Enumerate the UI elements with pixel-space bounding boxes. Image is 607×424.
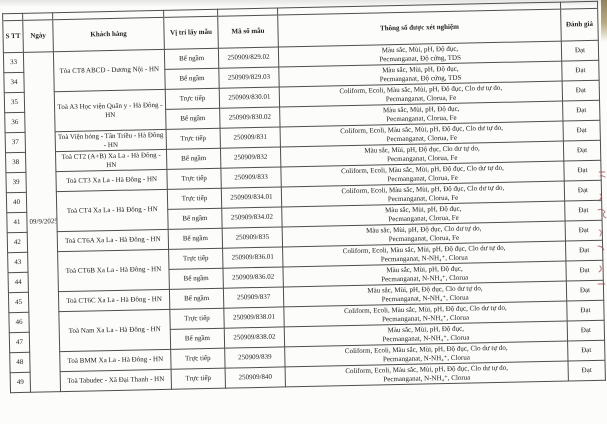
parameters-cell: Màu sắc, Mùi, pH, Độ đục, Pecmanganat, Clorua, Fe <box>282 201 565 227</box>
customer-cell: Toà Nam Xa La - Hà Đông - HN <box>59 309 171 351</box>
parameters-cell: Màu sắc, Mùi, pH, Độ đục, Pecmanganat, Độ cứng, TDS <box>279 61 562 87</box>
result-cell: Đạt <box>567 300 604 321</box>
result-cell: Đạt <box>561 40 598 61</box>
col-header-result: Đánh giá <box>561 8 599 41</box>
customer-cell: Toà CT2 (A+B) Xa La - Hà Đông - HN <box>55 149 166 171</box>
parameters-cell: Màu sắc, Mùi, pH, Độ đục, Pecmanganat, Độ cứng, TDS <box>278 41 561 67</box>
row-number: 42 <box>7 232 27 252</box>
customer-cell: Toà A3 Học viện Quân y - Hà Đông - HN <box>54 89 166 131</box>
sample-position-cell: Trực tiếp <box>165 88 219 109</box>
table-tilt-wrapper <box>2 1 606 393</box>
result-cell: Đạt <box>567 320 604 341</box>
sample-position-cell: Bể ngầm <box>166 108 220 129</box>
sample-code-cell: 250909/835 <box>222 227 282 248</box>
sample-position-cell: Trực tiếp <box>170 308 224 329</box>
sample-position-cell: Trực tiếp <box>169 248 223 269</box>
result-cell: Đạt <box>563 140 600 161</box>
sample-position-cell: Bể ngầm <box>170 328 224 349</box>
result-cell: Đạt <box>562 60 599 81</box>
col-header-stt: S TT <box>3 20 24 52</box>
parameters-cell: Coliform, Ecoli, Màu sắc, Mùi, pH, Độ đục, Clo dư tự do, Pecmanganat, N-NH₄⁺, Clorua <box>284 301 567 327</box>
sample-code-cell: 250909/836.01 <box>223 247 283 268</box>
sample-position-cell: Bể ngầm <box>168 208 222 229</box>
result-cell: Đạt <box>564 160 601 181</box>
row-number: 36 <box>5 112 25 132</box>
row-number: 45 <box>8 292 28 312</box>
row-number: 41 <box>7 212 27 232</box>
parameters-cell: Coliform, Ecoli, Màu sắc, Mùi, pH, Độ đục, Clo dư tự do, Pecmanganat, Clorua, Fe <box>280 121 563 147</box>
row-number: 37 <box>5 132 25 152</box>
row-number: 43 <box>8 252 28 272</box>
customer-cell: Toà BMM Xa La - Hà Đông - HN <box>60 349 171 371</box>
result-cell: Đạt <box>565 240 602 261</box>
sample-position-cell: Bể ngầm <box>169 268 223 289</box>
customer-cell: Toà Tabudec - Xã Đại Thanh - HN <box>60 369 171 391</box>
sample-code-cell: 250909/839 <box>225 347 285 368</box>
sample-position-cell: Trực tiếp <box>171 368 225 389</box>
col-header-date: Ngày <box>23 20 54 53</box>
sample-code-cell: 250909/829.02 <box>218 47 278 68</box>
result-cell: Đạt <box>566 280 603 301</box>
row-number: 34 <box>4 72 24 92</box>
row-number: 40 <box>6 192 26 212</box>
result-cell: Đạt <box>563 120 600 141</box>
row-number: 44 <box>8 272 28 292</box>
customer-cell: Toà CT4 Xa La - Hà Đông - HN <box>56 189 168 231</box>
col-header-sample-position: Vị trí lấy mẫu <box>164 16 219 49</box>
customer-cell: Toà CT3 Xa La - Hà Đông - HN <box>56 169 167 191</box>
row-number: 46 <box>9 312 29 332</box>
sample-position-cell: Bể ngầm <box>166 148 220 169</box>
sample-code-cell: 250909/840 <box>225 367 285 388</box>
sample-position-cell: Trực tiếp <box>167 168 221 189</box>
parameters-cell: Màu sắc, Mùi, pH, Độ đục, Pecmanganat, N-NH₄⁺, Clorua <box>284 321 567 347</box>
result-cell: Đạt <box>564 180 601 201</box>
customer-cell: Tòa CT8 ABCD - Dương Nội - HN <box>53 49 165 91</box>
customer-cell: Toà CT6C Xa La - Hà Đông - HN <box>58 289 169 311</box>
sample-code-cell: 250909/830.01 <box>219 87 279 108</box>
scan-edge-artifact <box>601 0 607 42</box>
customer-cell: Toà Viện bỏng - Tân Triều - Hà Đông - HN <box>55 129 166 151</box>
parameters-cell: Coliform, Ecoli, Màu sắc, Mùi, pH, Độ đục, Clo dư tự do, Pecmanganat, Clorua, Fe <box>279 81 562 107</box>
sample-code-cell: 250909/836.02 <box>223 267 283 288</box>
result-cell: Đạt <box>562 80 599 101</box>
parameters-cell: Màu sắc, Mùi, pH, Độ đục, Pecmanganat, N-NH₄⁺, Clorua <box>283 261 566 287</box>
sample-code-cell: 250909/832 <box>220 147 280 168</box>
parameters-cell: Coliform, Ecoli, Màu sắc, Mùi, pH, Độ đục, Clo dư tự do, Pecmanganat, N-NH₄⁺, Clorua <box>285 341 568 367</box>
handwritten-margin-marks <box>597 168 607 293</box>
customer-cell: Toà CT6A Xa La - Hà Đông - HN <box>57 229 168 251</box>
col-header-parameters: Thông số được xét nghiệm <box>278 9 562 47</box>
sample-code-cell: 250909/830.02 <box>220 107 280 128</box>
row-number: 47 <box>9 332 29 352</box>
result-cell: Đạt <box>568 360 605 381</box>
row-number: 39 <box>6 172 26 192</box>
sample-code-cell: 250909/834.01 <box>221 187 281 208</box>
sample-position-cell: Bể ngầm <box>164 48 218 69</box>
sample-code-cell: 250909/837 <box>223 287 283 308</box>
parameters-cell: Coliform, Ecoli, Màu sắc, Mùi, pH, Độ đục, Clo dư tự do, Pecmanganat, Clorua, Fe <box>281 181 564 207</box>
row-number: 49 <box>10 372 30 392</box>
result-cell: Đạt <box>566 260 603 281</box>
parameters-cell: Coliform, Ecoli, Màu sắc, Mùi, pH, Độ đục, Clo dư tự do, Pecmanganat, N-NH₄⁺, Clorua <box>283 241 566 267</box>
parameters-cell: Màu sắc, Mùi, pH, Độ đục, Clo dư tự do, Pecmanganat, Clorua, Fe <box>280 141 563 167</box>
parameters-cell: Màu sắc, Mùi, pH, Độ đục, Clo dư tự do, Pecmanganat, N-NH₄⁺, Clorua <box>283 281 566 307</box>
sample-position-cell: Trực tiếp <box>171 348 225 369</box>
result-cell: Đạt <box>565 220 602 241</box>
parameters-cell: Màu sắc, Mùi, pH, Độ đục, Pecmanganat, Clorua, Fe <box>280 101 563 127</box>
result-cell: Đạt <box>565 200 602 221</box>
col-header-sample-code: Mã số mẫu <box>218 15 279 48</box>
sample-position-cell: Trực tiếp <box>167 188 221 209</box>
sample-code-cell: 250909/829.03 <box>219 67 279 88</box>
customer-cell: Toà CT6B Xa La - Hà Đông - HN <box>58 249 170 291</box>
parameters-cell: Coliform, Ecoli, Màu sắc, Mùi, pH, Độ đục, Clo dư tự do, Pecmanganat, Clorua, Fe <box>281 161 564 187</box>
row-number: 38 <box>6 152 26 172</box>
sample-position-cell: Bể ngầm <box>169 288 223 309</box>
parameters-cell: Coliform, Ecoli, Màu sắc, Mùi, pH, Độ đục, Clo dư tự do, Pecmanganat, N-NH₄⁺, Clorua <box>285 361 568 387</box>
row-number: 35 <box>4 92 24 112</box>
sample-code-cell: 250909/833 <box>221 167 281 188</box>
sample-code-cell: 250909/831 <box>220 127 280 148</box>
sample-position-cell: Trực tiếp <box>166 128 220 149</box>
parameters-cell: Màu sắc, Mùi, pH, Độ đục, Clo dư tự do, Pecmanganat, Clorua, Fe <box>282 221 565 247</box>
sample-code-cell: 250909/838.01 <box>224 307 284 328</box>
sample-position-cell: Bể ngầm <box>168 228 222 249</box>
sample-code-cell: 250909/834.02 <box>222 207 282 228</box>
date-cell: 09/9/2025 <box>23 52 60 393</box>
result-cell: Đạt <box>563 100 600 121</box>
row-number: 33 <box>3 52 23 72</box>
result-cell: Đạt <box>568 340 605 361</box>
col-header-customer: Khách hàng <box>53 17 165 51</box>
water-test-results-table <box>2 1 606 393</box>
row-number: 48 <box>10 352 30 372</box>
sample-position-cell: Bể ngầm <box>165 68 219 89</box>
sample-code-cell: 250909/838.02 <box>224 327 284 348</box>
